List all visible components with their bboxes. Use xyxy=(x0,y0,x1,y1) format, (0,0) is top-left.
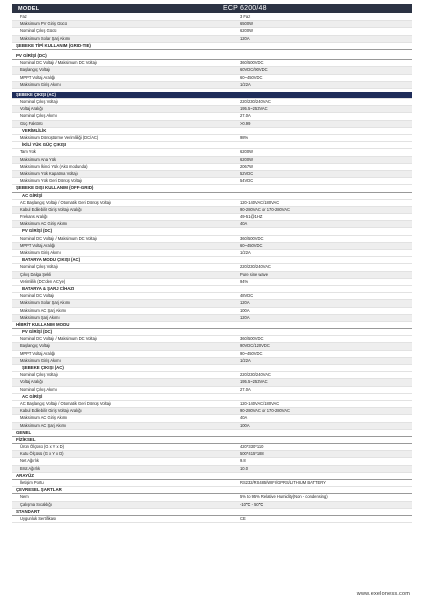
spec-label: Nominal Çıkış Gücü xyxy=(20,28,57,34)
spec-value: 94% xyxy=(240,278,249,284)
spec-label: Nem xyxy=(20,494,29,500)
spec-row xyxy=(12,308,412,315)
spec-value: Pure sine wave xyxy=(240,271,268,277)
spec-row xyxy=(12,351,412,358)
spec-row xyxy=(12,516,412,523)
spec-label: Maksimum Giriş Akımı xyxy=(20,250,61,255)
spec-value: 27.0A xyxy=(240,113,251,119)
spec-label: Tam Yük xyxy=(20,149,36,155)
spec-row xyxy=(12,135,412,142)
spec-label: Maksimum PV Giriş Gücü xyxy=(20,21,67,27)
spec-value: 60~450VDC xyxy=(240,74,263,80)
spec-row xyxy=(12,336,412,343)
spec-label: Verimlilik (DC'den AC'ye) xyxy=(20,278,66,284)
section-title: FİZİKSEL xyxy=(16,436,36,442)
section-heading xyxy=(12,322,412,329)
section-title: GENEL xyxy=(16,429,32,435)
spec-row xyxy=(12,458,412,465)
spec-row xyxy=(12,200,412,207)
spec-value: 2067W xyxy=(240,163,253,169)
spec-value: 90VDC/120VDC xyxy=(240,343,270,349)
spec-row xyxy=(12,36,412,43)
spec-value: 420*330*110 xyxy=(240,444,264,450)
spec-row xyxy=(12,82,412,89)
section-heading xyxy=(12,53,412,60)
spec-value: 6200W xyxy=(240,149,253,155)
spec-label: Maksimum İkinci Yük (Akü modunda) xyxy=(20,163,88,169)
spec-label: Nominal Çıkış Akımı xyxy=(20,386,57,392)
spec-value: 120A xyxy=(240,314,250,320)
section-title: İKİLİ YÜK GÜÇ ÇIKIŞI xyxy=(22,142,67,148)
spec-label: Maksimum Solar Şarj Akımı xyxy=(20,35,71,41)
spec-row xyxy=(12,480,412,487)
spec-label: Maksimum Ana Yük xyxy=(20,156,57,162)
section-heading xyxy=(12,437,412,444)
spec-label: Nominal DC Voltajı / Maksimum DC Voltajı xyxy=(20,336,97,342)
spec-label: Çıkış Dalga Şekli xyxy=(20,271,52,277)
spec-label: Maksimum Şarj Akımı xyxy=(20,314,60,320)
spec-row xyxy=(12,423,412,430)
spec-value: 360/500VDC xyxy=(240,60,264,66)
section-heading xyxy=(12,228,412,235)
spec-label: Maksimum AC Giriş Akımı xyxy=(20,221,68,227)
spec-row xyxy=(12,272,412,279)
section-heading xyxy=(12,43,412,50)
spec-row xyxy=(12,75,412,82)
spec-value: 40A xyxy=(240,415,248,421)
spec-row xyxy=(12,379,412,386)
spec-row xyxy=(12,207,412,214)
spec-label: AC Başlangıç Voltajı / Otomatik Geri Dönüş Voltajı xyxy=(20,400,112,406)
section-title: ŞEBEKE TİPİ KULLANIM (GRID-TIE) xyxy=(16,42,91,48)
spec-value: 27.0A xyxy=(240,386,251,392)
section-title: ÇEVRESEL ŞARTLAR xyxy=(16,487,62,493)
spec-row xyxy=(12,279,412,286)
section-title: AC GİRİŞİ xyxy=(22,192,43,198)
spec-label: Başlangıç Voltajı xyxy=(20,67,51,73)
spec-row xyxy=(12,315,412,322)
spec-label: Nominal DC Voltajı / Maksimum DC Voltajı xyxy=(20,60,97,66)
model-value: ECP 6200/48 xyxy=(223,5,267,12)
spec-value: 100A xyxy=(240,307,250,313)
section-heading xyxy=(12,185,412,192)
spec-label: Maksimum Giriş Akımı xyxy=(20,81,61,87)
spec-value: 120A xyxy=(240,300,250,306)
spec-value: 500*415*188 xyxy=(240,451,264,457)
spec-label: Brüt Ağırlık xyxy=(20,465,41,471)
section-title: BATARYA MODU ÇIKIŞI (AC) xyxy=(22,257,81,263)
spec-row xyxy=(12,214,412,221)
section-title: PV GİRİŞİ (DC) xyxy=(22,228,53,234)
spec-row xyxy=(12,113,412,120)
spec-row xyxy=(12,401,412,408)
spec-value: 98% xyxy=(240,135,249,140)
spec-value: 360/500VDC xyxy=(240,336,264,342)
spec-row xyxy=(12,300,412,307)
spec-value: 100A xyxy=(240,422,250,428)
section-heading xyxy=(12,365,412,372)
spec-row xyxy=(12,451,412,458)
spec-label: Nominal Çıkış Voltajı xyxy=(20,372,58,378)
spec-label: Kutu Ölçüsü (G x Y x D) xyxy=(20,451,64,457)
section-heading xyxy=(12,92,412,99)
spec-row xyxy=(12,171,412,178)
section-heading xyxy=(12,286,412,293)
spec-value: >0.99 xyxy=(240,120,251,126)
spec-label: Faz xyxy=(20,14,27,19)
spec-value: 10.0 xyxy=(240,465,248,471)
spec-label: Uygunluk Sertifikası xyxy=(20,515,57,521)
section-title: VERİMLİLİK xyxy=(22,127,47,133)
section-heading xyxy=(12,142,412,149)
spec-label: MPPT Voltaj Aralığı xyxy=(20,242,56,248)
spec-value: 5% to 95% Relative Humidity(Non - condensing) xyxy=(240,494,328,500)
spec-row xyxy=(12,494,412,501)
spec-row xyxy=(12,293,412,300)
model-header xyxy=(12,4,412,13)
spec-label: MPPT Voltaj Aralığı xyxy=(20,350,56,356)
spec-row xyxy=(12,372,412,379)
spec-value: 1/22A xyxy=(240,81,251,87)
spec-row xyxy=(12,444,412,451)
section-heading xyxy=(12,193,412,200)
spec-row xyxy=(12,99,412,106)
spec-label: Voltaj Aralığı xyxy=(20,379,43,385)
section-title: STANDART xyxy=(16,508,40,514)
spec-label: Frekans Aralığı xyxy=(20,214,48,220)
spec-value: 90~450VDC xyxy=(240,350,263,356)
spec-row xyxy=(12,28,412,35)
spec-value: 1/22A xyxy=(240,250,251,255)
spec-label: Maksimum Yük Kapatma Voltajı xyxy=(20,170,78,176)
spec-label: Net Ağırlık xyxy=(20,458,39,464)
spec-value: RS232/RS485/WIFI/GPRS/LITHIUM BATTERY xyxy=(240,480,326,485)
spec-row xyxy=(12,243,412,250)
spec-row xyxy=(12,157,412,164)
spec-row xyxy=(12,236,412,243)
spec-label: Nominal Çıkış Voltajı xyxy=(20,264,58,270)
section-title: ŞEBEKE ÇIKIŞI (AC) xyxy=(22,365,64,370)
spec-value: 60~450VDC xyxy=(240,242,263,248)
spec-label: Maksimum AC Giriş Akımı xyxy=(20,415,68,421)
spec-label: Maksimum Dönüştürme Verimliliği (DC/AC) xyxy=(20,135,99,140)
spec-row xyxy=(12,60,412,67)
section-heading xyxy=(12,329,412,336)
spec-row xyxy=(12,408,412,415)
section-heading xyxy=(12,509,412,516)
spec-row xyxy=(12,343,412,350)
section-title: PV GİRİŞİ (DC) xyxy=(16,52,47,58)
spec-value: CE xyxy=(240,515,246,521)
spec-row xyxy=(12,14,412,21)
spec-value: 220/230/240VAC xyxy=(240,264,271,270)
spec-value: 195.5~253VAC xyxy=(240,106,268,112)
spec-label: Başlangıç Voltajı xyxy=(20,343,51,349)
spec-row xyxy=(12,387,412,394)
spec-label: Kabul Edilebilir Giriş Voltajı Aralığı xyxy=(20,408,82,414)
spec-row xyxy=(12,67,412,74)
spec-value: 54VDC xyxy=(240,178,254,184)
model-label: MODEL xyxy=(18,5,40,12)
spec-value: 120-140VAC/180VAC xyxy=(240,199,280,205)
spec-row xyxy=(12,466,412,473)
spec-label: AC Başlangıç Voltajı / Otomatik Geri Dönüş Voltajı xyxy=(20,199,112,205)
section-title: ŞEBEKE ÇIKIŞI (AC) xyxy=(16,91,56,97)
spec-row xyxy=(12,106,412,113)
spec-row xyxy=(12,415,412,422)
spec-row xyxy=(12,250,412,257)
spec-label: Nominal DC Voltajı / Maksimum DC Voltajı xyxy=(20,235,97,241)
section-title: BATARYA & ŞARJ CİHAZI xyxy=(22,285,75,291)
spec-value: 90-280VAC or 170-280VAC xyxy=(240,408,290,414)
spec-row xyxy=(12,502,412,509)
spec-row xyxy=(12,264,412,271)
section-title: ARAYÜZ xyxy=(16,472,34,478)
spec-table xyxy=(12,14,412,523)
spec-value: 1/22A xyxy=(240,357,251,363)
footer-website: www.exeloness.com xyxy=(356,591,410,597)
section-title: PV GİRİŞİ (DC) xyxy=(22,329,53,335)
spec-label: İletişim Portu xyxy=(20,480,44,485)
spec-value: 52VDC xyxy=(240,170,254,176)
spec-value: 40A xyxy=(240,221,248,227)
spec-value: 49-51@1HZ xyxy=(240,214,263,220)
spec-row xyxy=(12,21,412,28)
spec-value: 48VDC xyxy=(240,293,254,299)
spec-row xyxy=(12,358,412,365)
section-heading xyxy=(12,487,412,494)
spec-row xyxy=(12,121,412,128)
spec-label: Maksimum AC Şarj Akımı xyxy=(20,422,67,428)
spec-value: 90-280VAC or 170-280VAC xyxy=(240,206,290,212)
spec-row xyxy=(12,221,412,228)
spec-value: 6200W xyxy=(240,28,253,34)
spec-label: Maksimum Giriş Akımı xyxy=(20,357,61,363)
spec-value: 6200W xyxy=(240,156,253,162)
spec-value: 9.8 xyxy=(240,458,246,464)
section-heading xyxy=(12,257,412,264)
spec-value: 6500W xyxy=(240,21,253,27)
spec-value: 220/230/240VAC xyxy=(240,99,271,105)
spec-row xyxy=(12,164,412,171)
spec-value: -10℃ - 50℃ xyxy=(240,501,264,507)
spec-label: Maksimum Yük Geri Dönüş Voltajı xyxy=(20,178,83,184)
spec-label: Maksimum AC Şarj Akımı xyxy=(20,307,67,313)
spec-label: Voltaj Aralığı xyxy=(20,106,43,112)
spec-row xyxy=(12,149,412,156)
section-title: HİBRİT KULLANIM MODU xyxy=(16,321,70,327)
spec-value: 220/230/240VAC xyxy=(240,372,271,378)
spec-row xyxy=(12,178,412,185)
section-heading xyxy=(12,394,412,401)
spec-label: Nominal Çıkış Akımı xyxy=(20,113,57,119)
section-heading xyxy=(12,128,412,135)
section-heading xyxy=(12,473,412,480)
spec-label: MPPT Voltaj Aralığı xyxy=(20,74,56,80)
section-heading xyxy=(12,430,412,437)
spec-value: 60VDC/90VDC xyxy=(240,67,268,73)
spec-value: 3 Faz xyxy=(240,14,251,19)
spec-value: 120-140VAC/180VAC xyxy=(240,400,280,406)
spec-value: 195.5~253VAC xyxy=(240,379,268,385)
spec-label: Nominal DC Voltajı xyxy=(20,293,55,299)
spec-label: Maksimum Solar Şarj Akımı xyxy=(20,300,71,306)
spec-label: Ürün Ölçüsü (G x Y x D) xyxy=(20,444,64,450)
spec-label: Güç Faktörü xyxy=(20,120,43,126)
spec-label: Nominal Çıkış Voltajı xyxy=(20,99,58,105)
spec-value: 360/500VDC xyxy=(240,235,264,241)
section-title: AC GİRİŞİ xyxy=(22,393,43,399)
spec-value: 120A xyxy=(240,35,250,41)
section-title: ŞEBEKE DIŞI KULLANIM (OFF-GRID) xyxy=(16,185,94,191)
spec-label: Çalışma Sıcaklığı xyxy=(20,501,52,507)
spec-label: Kabul Edilebilir Giriş Voltajı Aralığı xyxy=(20,206,82,212)
